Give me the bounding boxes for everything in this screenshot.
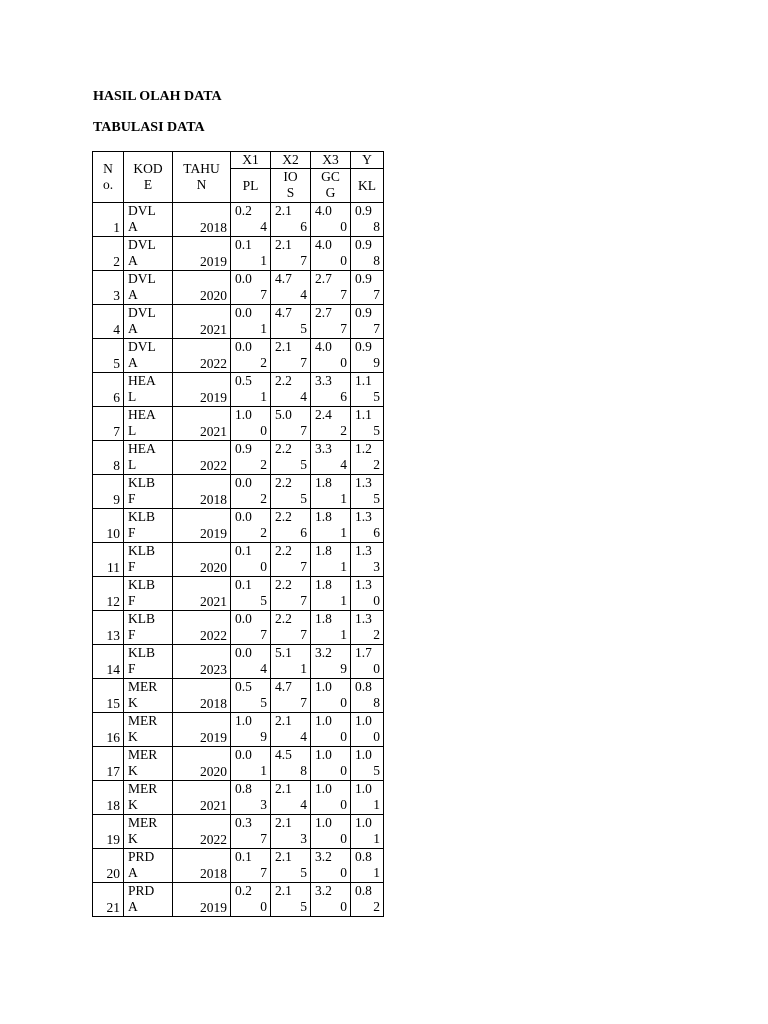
cell-tahun: 2022 (173, 611, 231, 645)
cell-pl: 1.0 0 (231, 407, 271, 441)
cell-gcg: 3.2 0 (311, 849, 351, 883)
cell-pl: 0.1 0 (231, 543, 271, 577)
table-row (93, 849, 384, 883)
cell-ios: 2.1 3 (271, 815, 311, 849)
cell-kode: KLB F (124, 611, 173, 645)
cell-tahun: 2019 (173, 237, 231, 271)
cell-kl: 1.0 0 (351, 713, 384, 747)
cell-pl: 0.0 7 (231, 611, 271, 645)
cell-ios: 2.1 7 (271, 237, 311, 271)
cell-tahun: 2018 (173, 849, 231, 883)
cell-ios: 5.0 7 (271, 407, 311, 441)
cell-ios: 4.7 5 (271, 305, 311, 339)
cell-gcg: 1.8 1 (311, 577, 351, 611)
cell-pl: 0.5 5 (231, 679, 271, 713)
table-row (93, 237, 384, 271)
header-x1: X1 (231, 152, 271, 169)
cell-gcg: 3.3 4 (311, 441, 351, 475)
cell-tahun: 2022 (173, 441, 231, 475)
cell-no: 7 (93, 407, 124, 441)
cell-ios: 4.5 8 (271, 747, 311, 781)
cell-no: 3 (93, 271, 124, 305)
cell-kode: HEA L (124, 441, 173, 475)
cell-no: 12 (93, 577, 124, 611)
cell-gcg: 1.0 0 (311, 781, 351, 815)
cell-ios: 4.7 7 (271, 679, 311, 713)
cell-gcg: 3.3 6 (311, 373, 351, 407)
header-kl: KL (351, 169, 384, 203)
cell-gcg: 3.2 0 (311, 883, 351, 917)
cell-no: 18 (93, 781, 124, 815)
section-title: TABULASI DATA (93, 120, 205, 135)
cell-kl: 0.9 7 (351, 271, 384, 305)
cell-ios: 2.1 7 (271, 339, 311, 373)
table-row (93, 883, 384, 917)
cell-ios: 2.2 7 (271, 543, 311, 577)
cell-tahun: 2023 (173, 645, 231, 679)
table-row (93, 645, 384, 679)
cell-pl: 0.0 1 (231, 747, 271, 781)
cell-tahun: 2019 (173, 509, 231, 543)
cell-no: 11 (93, 543, 124, 577)
cell-kode: HEA L (124, 373, 173, 407)
cell-pl: 1.0 9 (231, 713, 271, 747)
cell-gcg: 1.8 1 (311, 475, 351, 509)
cell-no: 6 (93, 373, 124, 407)
cell-kl: 1.3 6 (351, 509, 384, 543)
header-x3: X3 (311, 152, 351, 169)
cell-no: 4 (93, 305, 124, 339)
cell-kl: 1.3 3 (351, 543, 384, 577)
cell-gcg: 1.0 0 (311, 815, 351, 849)
cell-no: 15 (93, 679, 124, 713)
header-y: Y (351, 152, 384, 169)
cell-tahun: 2019 (173, 373, 231, 407)
cell-tahun: 2021 (173, 305, 231, 339)
cell-kode: HEA L (124, 407, 173, 441)
page-title: HASIL OLAH DATA (93, 89, 222, 104)
table-row (93, 373, 384, 407)
cell-tahun: 2022 (173, 815, 231, 849)
cell-no: 1 (93, 203, 124, 237)
cell-kl: 0.9 8 (351, 203, 384, 237)
table-row (93, 441, 384, 475)
cell-gcg: 4.0 0 (311, 237, 351, 271)
cell-no: 16 (93, 713, 124, 747)
table-row (93, 475, 384, 509)
cell-kl: 1.3 5 (351, 475, 384, 509)
header-gcg: GC G (311, 169, 351, 203)
header-tahun: TAHU N (173, 152, 231, 203)
cell-tahun: 2021 (173, 781, 231, 815)
cell-gcg: 3.2 9 (311, 645, 351, 679)
table-row (93, 543, 384, 577)
cell-kode: KLB F (124, 577, 173, 611)
data-table (92, 151, 384, 917)
cell-gcg: 2.7 7 (311, 271, 351, 305)
cell-pl: 0.0 4 (231, 645, 271, 679)
cell-kl: 0.9 7 (351, 305, 384, 339)
cell-kl: 0.8 1 (351, 849, 384, 883)
cell-no: 21 (93, 883, 124, 917)
cell-ios: 2.1 5 (271, 849, 311, 883)
cell-pl: 0.1 7 (231, 849, 271, 883)
cell-kode: KLB F (124, 645, 173, 679)
cell-gcg: 2.7 7 (311, 305, 351, 339)
cell-no: 2 (93, 237, 124, 271)
cell-kode: DVL A (124, 237, 173, 271)
cell-kode: DVL A (124, 203, 173, 237)
cell-ios: 2.1 4 (271, 781, 311, 815)
table-row (93, 611, 384, 645)
cell-tahun: 2018 (173, 475, 231, 509)
cell-tahun: 2018 (173, 203, 231, 237)
cell-tahun: 2019 (173, 883, 231, 917)
cell-kl: 1.3 2 (351, 611, 384, 645)
table-row (93, 713, 384, 747)
cell-kl: 0.8 8 (351, 679, 384, 713)
cell-kode: KLB F (124, 475, 173, 509)
table-row (93, 407, 384, 441)
header-ios: IO S (271, 169, 311, 203)
cell-pl: 0.1 5 (231, 577, 271, 611)
header-pl: PL (231, 169, 271, 203)
table-row (93, 679, 384, 713)
cell-pl: 0.0 1 (231, 305, 271, 339)
cell-no: 19 (93, 815, 124, 849)
cell-no: 8 (93, 441, 124, 475)
cell-pl: 0.8 3 (231, 781, 271, 815)
cell-gcg: 2.4 2 (311, 407, 351, 441)
cell-pl: 0.2 4 (231, 203, 271, 237)
cell-pl: 0.0 7 (231, 271, 271, 305)
cell-pl: 0.1 1 (231, 237, 271, 271)
cell-tahun: 2022 (173, 339, 231, 373)
cell-kl: 1.0 1 (351, 815, 384, 849)
cell-ios: 2.2 5 (271, 475, 311, 509)
cell-pl: 0.9 2 (231, 441, 271, 475)
cell-pl: 0.0 2 (231, 509, 271, 543)
cell-kl: 1.2 2 (351, 441, 384, 475)
cell-pl: 0.0 2 (231, 475, 271, 509)
cell-kode: MER K (124, 747, 173, 781)
cell-kode: PRD A (124, 849, 173, 883)
cell-ios: 2.2 4 (271, 373, 311, 407)
cell-pl: 0.5 1 (231, 373, 271, 407)
cell-kode: MER K (124, 679, 173, 713)
cell-ios: 2.1 6 (271, 203, 311, 237)
cell-kode: MER K (124, 713, 173, 747)
cell-gcg: 4.0 0 (311, 203, 351, 237)
cell-gcg: 1.0 0 (311, 713, 351, 747)
table-row (93, 781, 384, 815)
cell-kode: PRD A (124, 883, 173, 917)
cell-kl: 1.0 5 (351, 747, 384, 781)
cell-tahun: 2020 (173, 271, 231, 305)
cell-ios: 5.1 1 (271, 645, 311, 679)
cell-gcg: 1.8 1 (311, 611, 351, 645)
cell-ios: 2.1 4 (271, 713, 311, 747)
cell-no: 13 (93, 611, 124, 645)
cell-no: 9 (93, 475, 124, 509)
table-row (93, 577, 384, 611)
table-row (93, 271, 384, 305)
cell-gcg: 1.0 0 (311, 747, 351, 781)
cell-gcg: 1.8 1 (311, 509, 351, 543)
cell-pl: 0.0 2 (231, 339, 271, 373)
cell-no: 17 (93, 747, 124, 781)
cell-kode: KLB F (124, 543, 173, 577)
cell-kode: MER K (124, 781, 173, 815)
cell-tahun: 2019 (173, 713, 231, 747)
cell-tahun: 2018 (173, 679, 231, 713)
header-x2: X2 (271, 152, 311, 169)
table-row (93, 339, 384, 373)
cell-ios: 4.7 4 (271, 271, 311, 305)
cell-gcg: 1.8 1 (311, 543, 351, 577)
cell-ios: 2.1 5 (271, 883, 311, 917)
cell-tahun: 2020 (173, 747, 231, 781)
cell-kl: 1.1 5 (351, 407, 384, 441)
cell-kl: 1.1 5 (351, 373, 384, 407)
cell-pl: 0.2 0 (231, 883, 271, 917)
cell-gcg: 4.0 0 (311, 339, 351, 373)
cell-gcg: 1.0 0 (311, 679, 351, 713)
cell-kode: MER K (124, 815, 173, 849)
table-row (93, 815, 384, 849)
cell-kl: 0.8 2 (351, 883, 384, 917)
header-no: N o. (93, 152, 124, 203)
cell-no: 20 (93, 849, 124, 883)
cell-no: 5 (93, 339, 124, 373)
cell-pl: 0.3 7 (231, 815, 271, 849)
cell-ios: 2.2 7 (271, 577, 311, 611)
cell-kl: 0.9 8 (351, 237, 384, 271)
cell-tahun: 2020 (173, 543, 231, 577)
cell-no: 14 (93, 645, 124, 679)
cell-kl: 1.0 1 (351, 781, 384, 815)
cell-kode: DVL A (124, 271, 173, 305)
cell-kl: 1.7 0 (351, 645, 384, 679)
cell-kode: KLB F (124, 509, 173, 543)
cell-ios: 2.2 6 (271, 509, 311, 543)
table-row (93, 305, 384, 339)
table-row (93, 203, 384, 237)
cell-tahun: 2021 (173, 407, 231, 441)
cell-kode: DVL A (124, 339, 173, 373)
cell-kl: 1.3 0 (351, 577, 384, 611)
cell-ios: 2.2 7 (271, 611, 311, 645)
cell-kl: 0.9 9 (351, 339, 384, 373)
table-row (93, 509, 384, 543)
cell-no: 10 (93, 509, 124, 543)
cell-tahun: 2021 (173, 577, 231, 611)
header-kode: KOD E (124, 152, 173, 203)
table-row (93, 747, 384, 781)
cell-kode: DVL A (124, 305, 173, 339)
cell-ios: 2.2 5 (271, 441, 311, 475)
